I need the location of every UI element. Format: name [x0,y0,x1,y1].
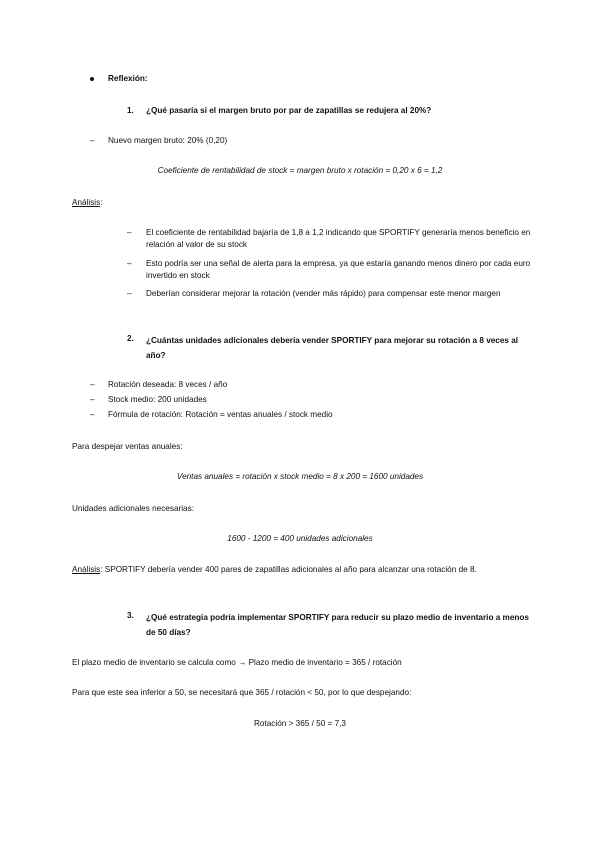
dash-marker: – [127,228,132,237]
dash-marker: – [90,380,95,389]
analysis-text: : SPORTIFY debería vender 400 pares de zapatillas adicionales al año para alcanzar una rotación de 8. [100,565,477,574]
formula: Coeficiente de rentabilidad de stock = margen bruto x rotación = 0,20 x 6 = 1,2 [157,166,443,175]
analysis-label: Análisis [72,565,101,574]
question-text: ¿Qué estrategia podría implementar SPORTIFY para reducir su plazo medio de inventario a menos de 50 días? [146,613,529,637]
analysis-heading [72,197,103,209]
list-item: Fórmula de rotación: Rotación = ventas anuales / stock medio [108,410,333,419]
formula: Ventas anuales = rotación x stock medio = 8 x 200 = 1600 unidades [176,472,424,481]
question-text: ¿Qué pasaría si el margen bruto por par de zapatillas se redujera al 20%? [146,106,432,115]
list-item: Rotación deseada: 8 veces / año [108,380,228,389]
question-number: 2. [127,334,134,343]
list-item: El coeficiente de rentabilidad bajaría de 1,8 a 1,2 indicando que SPORTIFY generaría menos beneficio en relación al valor de su stock [146,228,531,249]
dash-marker: – [127,259,132,268]
dash-marker: – [90,395,95,404]
analysis-label: Análisis [72,198,101,207]
paragraph: El plazo medio de inventario se calcula como → Plazo medio de inventario = 365 / rotación [72,658,402,667]
paragraph: Para que este sea inferior a 50, se necesitará que 365 / rotación < 50, por lo que despejando: [72,688,412,697]
analysis-paragraph [72,564,477,576]
analysis-colon: : [100,198,103,207]
list-item: Deberían considerar mejorar la rotación (vender más rápido) para compensar este menor margen [146,289,501,298]
question-number: 1. [127,106,134,115]
bullet-icon [90,77,94,81]
dash-marker: – [127,289,132,298]
question-text: ¿Cuántas unidades adicionales debería vender SPORTIFY para mejorar su rotación a 8 veces al año? [146,336,519,360]
paragraph: Unidades adicionales necesarias: [72,504,194,513]
section-heading: Reflexión: [108,74,148,83]
formula: Rotación > 365 / 50 = 7,3 [254,719,346,728]
paragraph: Para despejar ventas anuales: [72,442,183,451]
dash-marker: – [90,136,95,145]
formula: 1600 - 1200 = 400 unidades adicionales [227,534,373,543]
list-item: Stock medio: 200 unidades [108,395,207,404]
question-number: 3. [127,611,134,620]
list-item: Nuevo margen bruto: 20% (0,20) [108,136,228,145]
list-item: Esto podría ser una señal de alerta para la empresa, ya que estaría ganando menos dinero por cada euro invertido en stock [146,259,531,280]
dash-marker: – [90,410,95,419]
